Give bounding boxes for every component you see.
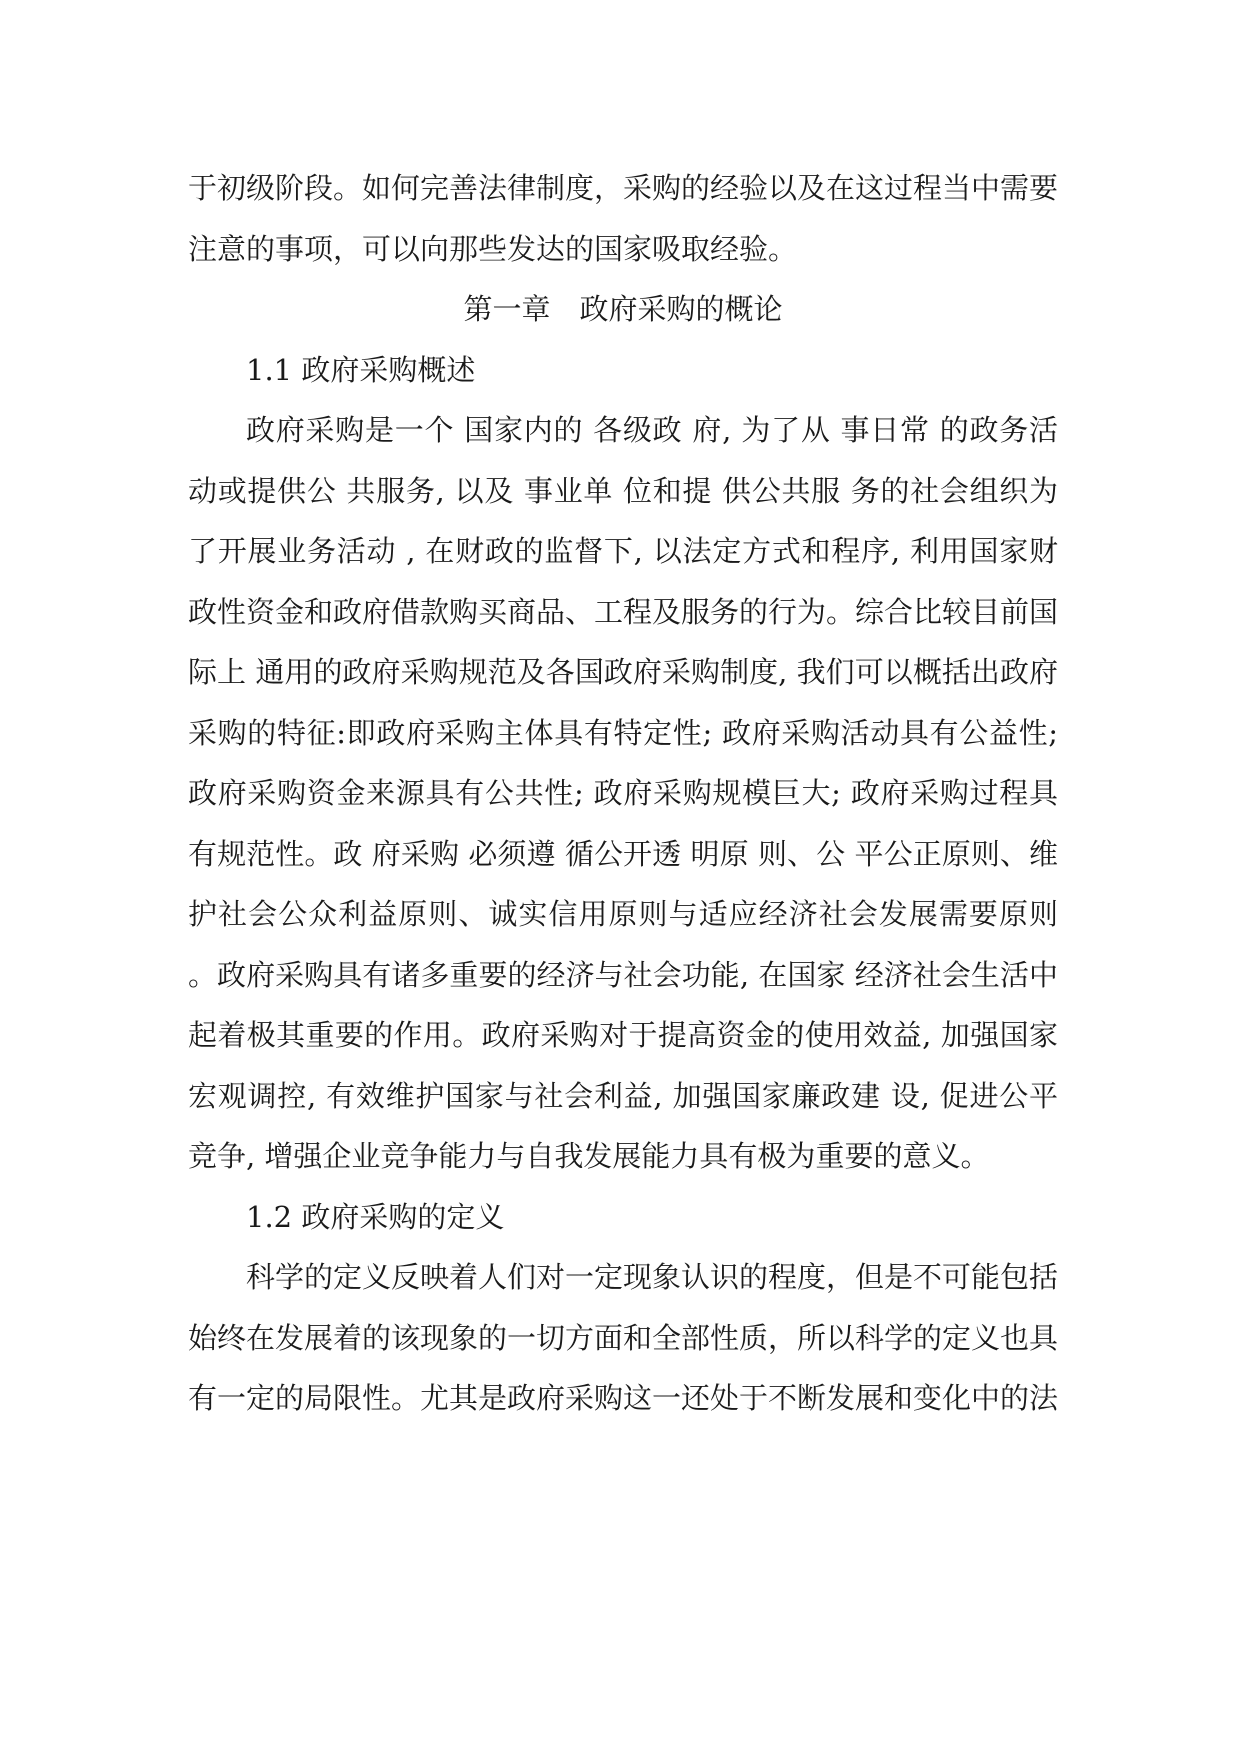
chapter-title: 第一章 政府采购的概论 <box>463 292 783 326</box>
section-1-2-paragraph: 科学的定义反映着人们对一定现象认识的程度，但是不可能包括始终在发展着的该现象的一切方面和全部性质，所以科学的定义也具有一定的局限性。尤其是政府采购这一还处于不断发展和变化中的法 <box>188 1260 1059 1415</box>
section-1-1-heading: 1.1 政府采购概述 <box>246 352 476 387</box>
continuation-paragraph: 于初级阶段。如何完善法律制度，采购的经验以及在这过程当中需要注意的事项，可以向那些发达的国家吸取经验。 <box>188 171 1059 266</box>
section-1-1-paragraph: 政府采购是一个 国家内的 各级政 府, 为了从 事日常 的政务活动或提供公 共服务, 以及 事业单 位和提 供公共服 务的社会组织为了开展业务活动 , 在财政的监督下, 以法定方式和程序, 利用国家财政性资金和政府借款购买商品、工程及服务的行为。综合比较目前国际上 通用的政府采购规范及各国政府采购制度, 我们可以概括出政府采购的特征:即政府采购主体具有特定性; 政府采购活动具有公益性; 政府采购资金来源具有公共性; 政府采购规模巨大; 政府采购过程具有规范性。政 府采购 必须遵 循公开透 明原 则、公 平公正原则、维护社会公众利益原则、诚实信用原则与适应经济社会发展需要原则 。政府采购具有诸多重要的经济与社会功能, 在国家 经济社会生活中起着极其重要的作用。政府采购对于提高资金的使用效益, 加强国家宏观调控, 有效维护国家与社会利益, 加强国家廉政建 设, 促进公平竞争, 增强企业竞争能力与自我发展能力具有极为重要的意义。 <box>188 413 1059 1173</box>
section-1-2-heading: 1.2 政府采购的定义 <box>246 1199 505 1234</box>
document-body <box>188 158 1058 1429</box>
